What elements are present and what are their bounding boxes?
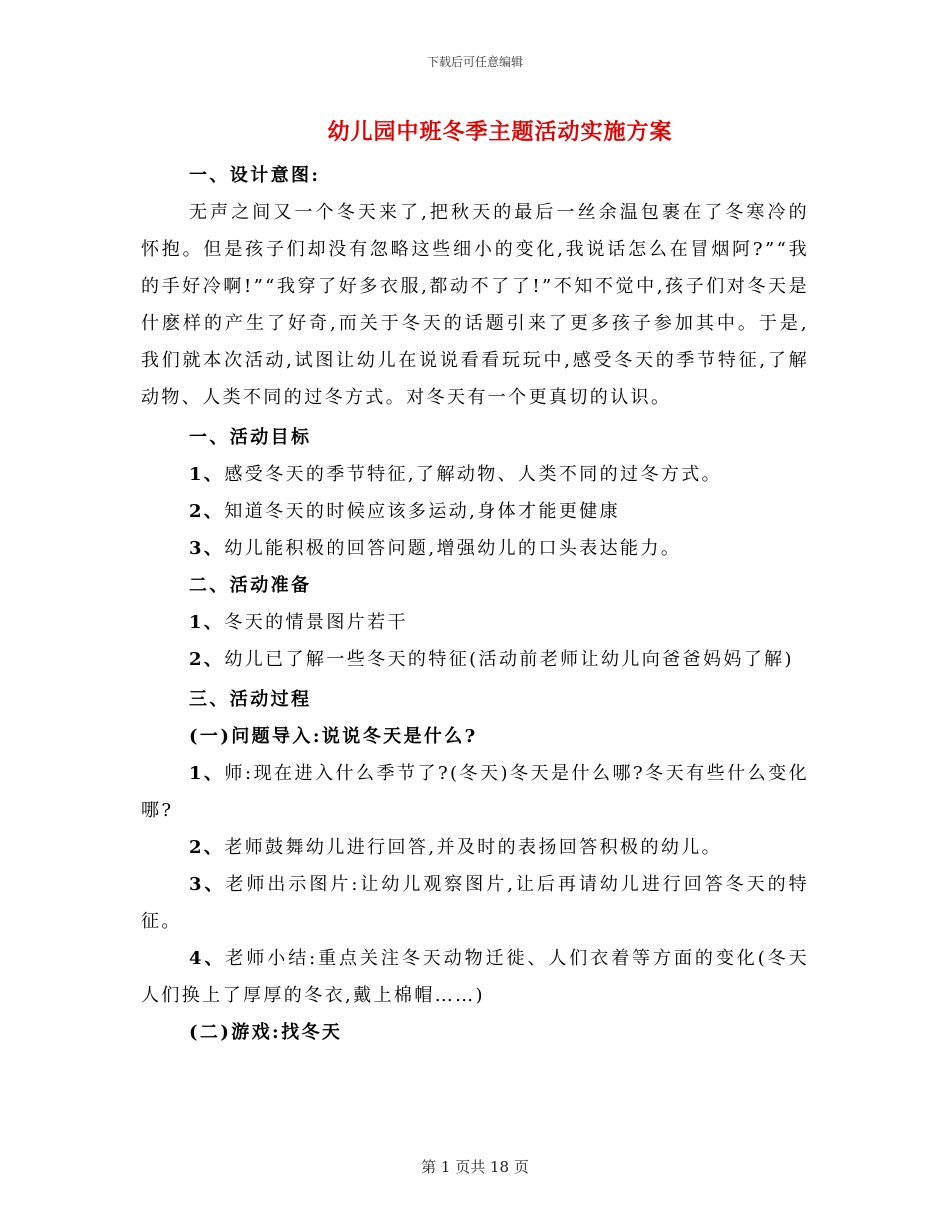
prep-item <box>141 604 809 641</box>
item-number: 1、 <box>189 612 225 633</box>
item-number: 2、 <box>189 649 225 670</box>
section-heading-process: 三、活动过程 <box>189 689 312 710</box>
item-text: 老师鼓舞幼儿进行回答,并及时的表扬回答积极的幼儿。 <box>224 837 723 858</box>
item-number: 1、 <box>189 763 225 784</box>
item-text: 师:现在进入什么季节了?(冬天)冬天是什么哪?冬天有些什么变化哪? <box>141 763 809 821</box>
design-paragraph: 无声之间又一个冬天来了,把秋天的最后一丝余温包裹在了冬寒冷的怀抱。但是孩子们却没有忽略这些细小的变化,我说话怎么在冒烟阿?”“我的手好冷啊!”“我穿了好多衣服,都动不了了!”不知不觉中,孩子们对冬天是什麽样的产生了好奇,而关于冬天的话题引来了更多孩子参加其中。于是,我们就本次活动,试图让幼儿在说说看看玩玩中,感受冬天的季节特征,了解动物、人类不同的过冬方式。对冬天有一个更真切的认识。 <box>141 202 809 408</box>
goal-item <box>141 530 809 567</box>
header-note: 下载后可任意编辑 <box>426 55 523 69</box>
item-number: 3、 <box>189 538 225 559</box>
item-number: 1、 <box>189 464 225 485</box>
page-footer: 第 1 页共 18 页 <box>421 1158 529 1176</box>
goal-item <box>141 493 809 530</box>
section-heading-goals: 一、活动目标 <box>189 427 312 448</box>
item-number: 2、 <box>189 501 225 522</box>
prep-item <box>141 641 809 678</box>
item-text: 幼儿已了解一些冬天的特征(活动前老师让幼儿向爸爸妈妈了解) <box>224 649 794 670</box>
goal-item <box>141 456 809 493</box>
item-number: 3、 <box>189 874 226 895</box>
item-number: 4、 <box>189 948 226 969</box>
item-text: 老师小结:重点关注冬天动物迁徙、人们衣着等方面的变化(冬天人们换上了厚厚的冬衣,戴上棉帽……) <box>141 948 809 1006</box>
document-body <box>141 157 809 1051</box>
item-text: 幼儿能积极的回答问题,增强幼儿的口头表达能力。 <box>224 538 682 559</box>
subsection-heading-game: (二)游戏:找冬天 <box>189 1022 343 1043</box>
item-text: 冬天的情景图片若干 <box>224 612 408 633</box>
subsection-heading-intro: (一)问题导入:说说冬天是什么? <box>189 726 478 747</box>
item-text: 感受冬天的季节特征,了解动物、人类不同的过冬方式。 <box>224 464 723 485</box>
process-item <box>141 829 809 866</box>
process-item <box>141 866 809 940</box>
process-item <box>141 755 809 829</box>
process-item <box>141 940 809 1014</box>
document-title: 幼儿园中班冬季主题活动实施方案 <box>327 119 673 145</box>
item-text: 知道冬天的时候应该多运动,身体才能更健康 <box>224 501 621 522</box>
item-text: 老师出示图片:让幼儿观察图片,让后再请幼儿进行回答冬天的特征。 <box>141 874 809 932</box>
item-number: 2、 <box>189 837 225 858</box>
section-heading-design: 一、设计意图: <box>189 165 321 186</box>
section-heading-prep: 二、活动准备 <box>189 575 312 596</box>
